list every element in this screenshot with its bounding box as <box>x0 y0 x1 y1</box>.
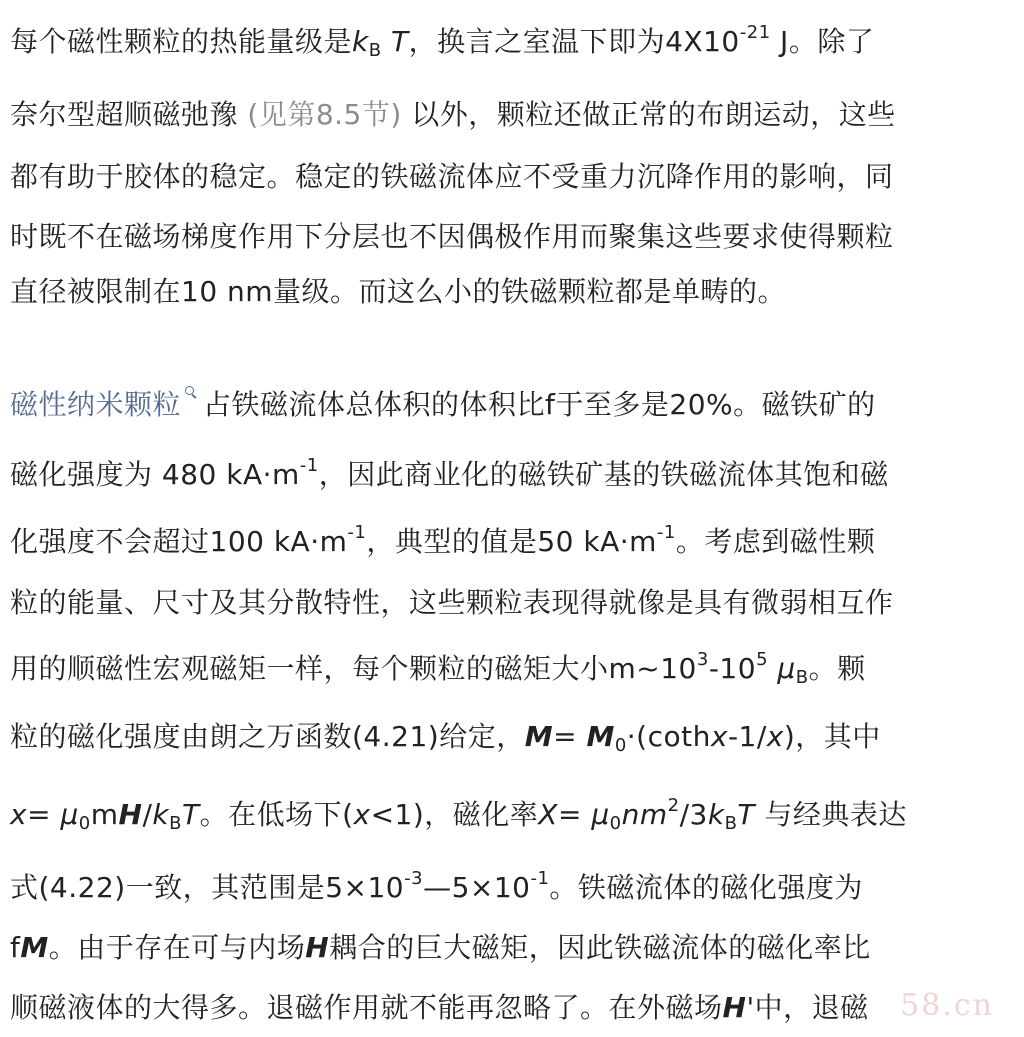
math-k: k <box>707 798 725 831</box>
text: '中，退磁 <box>746 991 869 1024</box>
paragraph-2-line-4: 粒的能量、尺寸及其分散特性，这些颗粒表现得就像是具有微弱相互作 <box>10 586 894 619</box>
subscript: B <box>368 40 382 61</box>
math-M: M <box>524 720 554 753</box>
superscript: 5 <box>756 649 769 670</box>
text: m <box>90 798 119 831</box>
text: = <box>553 720 587 753</box>
text: 奈尔型超顺磁弛豫 <box>10 98 248 131</box>
text: -1/ <box>727 720 767 753</box>
text: -10 <box>708 652 757 685</box>
math-chi: X <box>538 798 558 831</box>
math-H: H <box>722 991 747 1024</box>
text: 用的顺磁性宏观磁矩一样，每个颗粒的磁矩大小m~10 <box>10 652 697 685</box>
math-mu: μ <box>768 652 796 685</box>
paragraph-2-line-5 <box>10 649 1020 689</box>
paragraph-2-line-6 <box>10 717 1020 757</box>
superscript: -3 <box>404 868 424 889</box>
math-H: H <box>305 931 330 964</box>
text: 以外，颗粒还做正常的布朗运动，这些 <box>401 98 896 131</box>
superscript: -1 <box>656 522 676 543</box>
paragraph-1-line-2 <box>10 95 1020 135</box>
paragraph-2-line-3 <box>10 522 1020 562</box>
subscript: 0 <box>78 813 91 834</box>
text: J。除了 <box>770 25 875 58</box>
paragraph-2-line-9 <box>10 928 1020 968</box>
text: 。由于存在可与内场 <box>48 931 306 964</box>
text: /3 <box>679 798 708 831</box>
text: 。铁磁流体的磁化强度为 <box>549 871 863 904</box>
text: 。考虑到磁性颗 <box>675 525 876 558</box>
text: 与经典表达 <box>755 798 907 831</box>
superscript: 2 <box>667 795 680 816</box>
subscript: 0 <box>614 735 627 756</box>
text: ·(coth <box>626 720 711 753</box>
text: 。颗 <box>808 652 866 685</box>
text: ，典型的值是50 kA·m <box>366 525 657 558</box>
subscript: B <box>795 667 809 688</box>
paragraph-1-line-1 <box>10 22 1020 62</box>
keyword-link[interactable]: 磁性纳米颗粒 <box>10 388 182 421</box>
text: <1)，磁化率 <box>370 798 539 831</box>
math-x: x <box>766 720 784 753</box>
text: )，其中 <box>783 720 881 753</box>
text: 磁化强度为 480 kA·m <box>10 458 300 491</box>
math-M: M <box>586 720 615 753</box>
math-k: k <box>352 25 369 58</box>
text: 耦合的巨大磁矩，因此铁磁流体的磁化率比 <box>329 931 871 964</box>
superscript: -1 <box>299 455 319 476</box>
subscript: B <box>724 813 738 834</box>
text: 每个磁性颗粒的热能量级是 <box>10 25 353 58</box>
text: 。在低场下( <box>199 798 354 831</box>
paragraph-1-line-5: 直径被限制在10 nm量级。而这么小的铁磁颗粒都是单畴的。 <box>10 275 787 308</box>
text: f <box>10 931 21 964</box>
search-icon[interactable] <box>185 386 197 400</box>
text: 占铁磁流体总体积的体积比f于至多是20%。磁铁矿的 <box>203 388 876 421</box>
paragraph-2-line-8 <box>10 868 1020 908</box>
paragraph-2-line-10 <box>10 988 1020 1028</box>
math-T: T <box>737 798 756 831</box>
math-x: x <box>710 720 728 753</box>
superscript: 3 <box>696 649 709 670</box>
paragraph-2-line-7 <box>10 795 1020 835</box>
math-T: T <box>181 798 200 831</box>
math-mu: = μ <box>557 798 610 831</box>
superscript: -1 <box>530 868 550 889</box>
paragraph-1-line-3: 都有助于胶体的稳定。稳定的铁磁流体应不受重力沉降作用的影响，同 <box>10 160 894 193</box>
math-mu: = μ <box>27 798 79 831</box>
text: / <box>142 798 153 831</box>
section-reference: (见第8.5节) <box>247 98 402 131</box>
text: 粒的磁化强度由朗之万函数(4.21)给定， <box>10 720 525 753</box>
text: ，换言之室温下即为4X10 <box>408 25 740 58</box>
math-H: H <box>118 798 143 831</box>
math-k: k <box>152 798 170 831</box>
paragraph-2-line-1 <box>10 385 1020 425</box>
paragraph-1-line-4: 时既不在磁场梯度作用下分层也不因偶极作用而聚集这些要求使得颗粒 <box>10 220 894 253</box>
text: 式(4.22)一致，其范围是5×10 <box>10 871 405 904</box>
text: —5×10 <box>423 871 531 904</box>
math-x: x <box>353 798 371 831</box>
text: 顺磁液体的大得多。退磁作用就不能再忽略了。在外磁场 <box>10 991 723 1024</box>
subscript: B <box>169 813 182 834</box>
paragraph-2-line-2 <box>10 455 1020 495</box>
math-M: M <box>20 931 49 964</box>
superscript: -1 <box>347 522 367 543</box>
watermark-logo: 58.cn <box>900 988 994 1023</box>
subscript: 0 <box>609 813 622 834</box>
superscript: -21 <box>739 22 771 43</box>
math-T: T <box>391 25 409 58</box>
text: ，因此商业化的磁铁矿基的铁磁流体其饱和磁 <box>318 458 889 491</box>
math-nm: nm <box>621 798 668 831</box>
text: 化强度不会超过100 kA·m <box>10 525 348 558</box>
math-x: x <box>10 798 28 831</box>
